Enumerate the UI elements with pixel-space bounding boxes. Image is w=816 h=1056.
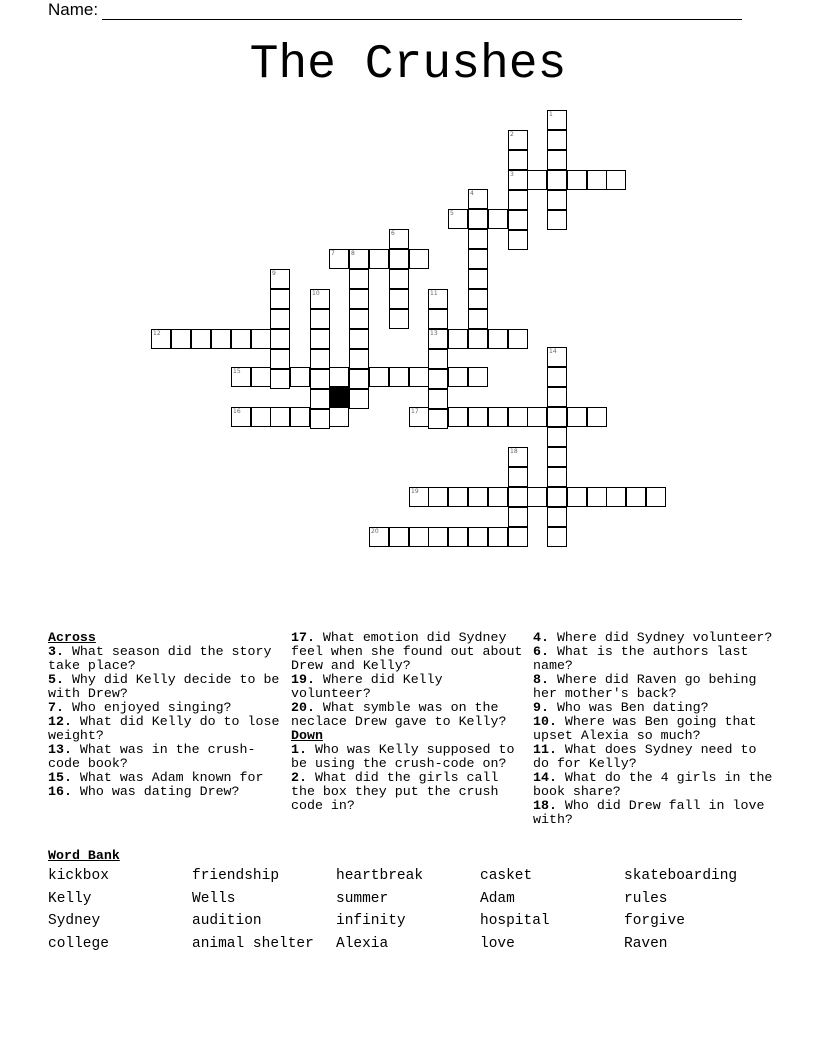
grid-cell[interactable]	[389, 289, 409, 309]
grid-cell[interactable]	[171, 329, 191, 349]
clue-number: 5	[450, 210, 454, 217]
grid-cell[interactable]	[488, 209, 508, 229]
across-clue	[48, 701, 286, 715]
clue-number: 3.	[48, 644, 64, 659]
grid-cell[interactable]	[409, 367, 429, 387]
clue-text: Who was dating Drew?	[71, 784, 240, 799]
grid-cell[interactable]	[310, 289, 330, 309]
word-bank-word: heartbreak	[336, 868, 424, 884]
grid-cell[interactable]	[508, 407, 528, 427]
grid-cell[interactable]	[448, 367, 468, 387]
grid-cell[interactable]	[270, 269, 290, 289]
down-clue	[291, 771, 529, 813]
clue-text: Where did Raven go behing her mother's back?	[533, 672, 757, 701]
grid-cell[interactable]	[587, 407, 607, 427]
clue-number: 7	[331, 250, 335, 257]
clue-text: Who was Kelly supposed to be using the crush-code on?	[291, 742, 515, 771]
grid-cell[interactable]	[290, 367, 310, 387]
grid-cell[interactable]	[567, 487, 587, 507]
grid-cell[interactable]	[270, 289, 290, 309]
clue-text: Where did Sydney volunteer?	[548, 630, 773, 645]
clue-number: 1.	[291, 742, 307, 757]
grid-cell[interactable]	[448, 527, 468, 547]
clue-text: What was Adam known for	[71, 770, 264, 785]
word-bank-word: animal shelter	[192, 936, 314, 953]
down-clue	[533, 701, 773, 715]
grid-cell[interactable]	[389, 527, 409, 547]
grid-cell[interactable]	[468, 329, 488, 349]
down-clue	[533, 673, 773, 701]
grid-cell[interactable]	[270, 349, 290, 369]
grid-cell[interactable]	[349, 309, 369, 329]
word-bank-word: skateboarding	[624, 868, 738, 884]
grid-cell[interactable]	[191, 329, 211, 349]
clue-number: 1	[549, 111, 553, 118]
name-label: Name:	[48, 0, 99, 19]
grid-cell[interactable]	[508, 130, 528, 150]
word-bank-word: summer	[336, 890, 389, 907]
grid-cell[interactable]	[329, 367, 349, 387]
grid-cell[interactable]	[310, 349, 330, 369]
grid-cell[interactable]	[587, 487, 607, 507]
grid-cell[interactable]	[428, 409, 448, 429]
grid-cell[interactable]	[389, 229, 409, 249]
clue-number: 2.	[291, 770, 307, 785]
grid-cell[interactable]	[349, 329, 369, 349]
down-clue	[533, 715, 773, 743]
grid-cell[interactable]	[587, 170, 607, 190]
word-bank-word: love	[480, 936, 515, 953]
grid-cell[interactable]	[508, 527, 528, 547]
across-clue	[291, 701, 529, 729]
grid-cell[interactable]	[468, 487, 488, 507]
grid-cell[interactable]	[527, 407, 547, 427]
grid-cell[interactable]	[547, 407, 567, 427]
word-bank-word: Alexia	[336, 936, 389, 953]
grid-cell[interactable]	[468, 367, 488, 387]
grid-cell[interactable]	[310, 369, 330, 389]
across-clue	[48, 785, 286, 799]
grid-cell[interactable]	[428, 389, 448, 409]
grid-cell[interactable]	[310, 389, 330, 409]
down-clue	[291, 743, 529, 771]
grid-cell[interactable]	[547, 527, 567, 547]
grid-cell[interactable]	[349, 269, 369, 289]
word-bank-word: college	[48, 936, 109, 953]
down-clue	[533, 645, 773, 673]
grid-cell[interactable]	[310, 409, 330, 429]
grid-cell[interactable]	[547, 190, 567, 210]
grid-cell[interactable]	[389, 269, 409, 289]
word-bank-word: Adam	[480, 890, 515, 907]
grid-cell[interactable]	[329, 249, 349, 269]
grid-cell[interactable]	[468, 189, 488, 209]
grid-cell[interactable]	[231, 407, 251, 427]
grid-cell[interactable]	[468, 209, 488, 229]
clue-text: Where did Kelly volunteer?	[291, 672, 443, 701]
grid-cell[interactable]	[547, 507, 567, 527]
grid-cell[interactable]	[409, 487, 429, 507]
grid-cell[interactable]	[527, 487, 547, 507]
clue-number: 17	[411, 408, 419, 415]
puzzle-title: The Crushes	[249, 38, 567, 92]
word-bank-word: Sydney	[48, 913, 101, 930]
clue-number: 10.	[533, 714, 557, 729]
across-clue	[48, 673, 286, 701]
grid-cell[interactable]	[389, 309, 409, 329]
grid-cell[interactable]	[508, 190, 528, 210]
clue-number: 10	[312, 290, 320, 297]
grid-cell[interactable]	[290, 407, 310, 427]
clue-number: 17.	[291, 630, 315, 645]
grid-cell[interactable]	[508, 150, 528, 170]
word-bank-word: Raven	[624, 936, 668, 953]
clue-number: 8	[351, 250, 355, 257]
grid-cell[interactable]	[428, 289, 448, 309]
grid-cell[interactable]	[508, 487, 528, 507]
clue-number: 4.	[533, 630, 549, 645]
clue-text: What season did the story take place?	[48, 644, 272, 673]
clue-number: 5.	[48, 672, 64, 687]
clue-number: 3	[510, 171, 514, 178]
clue-text: Who enjoyed singing?	[63, 700, 232, 715]
grid-cell[interactable]	[211, 329, 231, 349]
grid-cell[interactable]	[349, 349, 369, 369]
grid-cell[interactable]	[567, 407, 587, 427]
grid-cell[interactable]	[428, 487, 448, 507]
grid-cell[interactable]	[448, 329, 468, 349]
grid-cell[interactable]	[369, 367, 389, 387]
across-clue	[48, 715, 286, 743]
grid-cell[interactable]	[428, 369, 448, 389]
clue-number: 20.	[291, 700, 315, 715]
down-clue	[533, 631, 773, 645]
across-clue	[291, 631, 529, 673]
grid-cell[interactable]	[508, 507, 528, 527]
clue-number: 15.	[48, 770, 72, 785]
grid-cell[interactable]	[547, 387, 567, 407]
grid-cell[interactable]	[409, 249, 429, 269]
clue-number: 8.	[533, 672, 549, 687]
clue-number: 18.	[533, 798, 557, 813]
grid-cell[interactable]	[349, 289, 369, 309]
clue-column-1	[48, 631, 286, 799]
grid-cell[interactable]	[428, 309, 448, 329]
grid-cell[interactable]	[231, 329, 251, 349]
grid-cell[interactable]	[448, 209, 468, 229]
clue-number: 20	[371, 528, 379, 535]
grid-cell[interactable]	[547, 367, 567, 387]
clue-number: 2	[510, 131, 514, 138]
clue-text: What was in the crush-code book?	[48, 742, 256, 771]
clue-number: 14	[549, 348, 557, 355]
grid-cell[interactable]	[468, 289, 488, 309]
grid-cell[interactable]	[389, 249, 409, 269]
grid-cell[interactable]	[547, 210, 567, 230]
clue-text: What did Kelly do to lose weight?	[48, 714, 280, 743]
down-header: Down	[291, 728, 323, 743]
grid-cell[interactable]	[508, 467, 528, 487]
clue-number: 15	[233, 368, 241, 375]
clue-number: 11.	[533, 742, 557, 757]
clue-text: What is the authors last name?	[533, 644, 749, 673]
black-cell	[329, 387, 349, 407]
word-bank-word: casket	[480, 868, 533, 884]
word-bank-title: Word Bank	[48, 848, 120, 863]
grid-cell[interactable]	[547, 130, 567, 150]
grid-cell[interactable]	[231, 367, 251, 387]
word-bank-word: audition	[192, 913, 262, 930]
grid-cell[interactable]	[468, 407, 488, 427]
grid-cell[interactable]	[409, 407, 429, 427]
clue-text: What symble was on the neclace Drew gave to Kelly?	[291, 700, 507, 729]
grid-cell[interactable]	[349, 249, 369, 269]
grid-cell[interactable]	[488, 407, 508, 427]
grid-cell[interactable]	[508, 170, 528, 190]
grid-cell[interactable]	[428, 329, 448, 349]
clue-number: 4	[470, 190, 474, 197]
across-clue	[48, 771, 286, 785]
grid-cell[interactable]	[369, 527, 389, 547]
grid-cell[interactable]	[151, 329, 171, 349]
clue-number: 7.	[48, 700, 64, 715]
clue-number: 12	[153, 330, 161, 337]
grid-cell[interactable]	[547, 467, 567, 487]
grid-cell[interactable]	[329, 407, 349, 427]
grid-cell[interactable]	[251, 329, 271, 349]
grid-cell[interactable]	[310, 309, 330, 329]
grid-cell[interactable]	[369, 249, 389, 269]
word-bank-word: Wells	[192, 890, 236, 907]
grid-cell[interactable]	[270, 309, 290, 329]
grid-cell[interactable]	[468, 229, 488, 249]
clue-text: Who was Ben dating?	[548, 700, 709, 715]
clue-number: 18	[510, 448, 518, 455]
across-header: Across	[48, 630, 96, 645]
clue-text: What emotion did Sydney feel when she found out about Drew and Kelly?	[291, 630, 523, 673]
grid-cell[interactable]	[626, 487, 646, 507]
clue-text: Where was Ben going that upset Alexia so much?	[533, 714, 757, 743]
clue-number: 19.	[291, 672, 315, 687]
grid-cell[interactable]	[468, 527, 488, 547]
grid-cell[interactable]	[448, 487, 468, 507]
down-clue	[533, 743, 773, 771]
grid-cell[interactable]	[527, 170, 547, 190]
grid-cell[interactable]	[606, 487, 626, 507]
clue-column-2	[291, 631, 529, 813]
grid-cell[interactable]	[547, 487, 567, 507]
clue-number: 6.	[533, 644, 549, 659]
clue-text: What does Sydney need to do for Kelly?	[533, 742, 757, 771]
grid-cell[interactable]	[349, 369, 369, 389]
grid-cell[interactable]	[468, 249, 488, 269]
across-clue	[48, 645, 286, 673]
grid-cell[interactable]	[270, 407, 290, 427]
grid-cell[interactable]	[488, 487, 508, 507]
grid-cell[interactable]	[508, 230, 528, 250]
grid-cell[interactable]	[488, 527, 508, 547]
word-bank-word: forgive	[624, 913, 685, 930]
grid-cell[interactable]	[310, 329, 330, 349]
clue-number: 19	[411, 488, 419, 495]
clue-text: What do the 4 girls in the book share?	[533, 770, 773, 799]
word-bank-word: infinity	[336, 913, 406, 930]
grid-cell[interactable]	[646, 487, 666, 507]
grid-cell[interactable]	[270, 369, 290, 389]
clue-number: 13	[430, 330, 438, 337]
clue-number: 13.	[48, 742, 72, 757]
grid-cell[interactable]	[547, 110, 567, 130]
word-bank-word: Kelly	[48, 890, 92, 907]
clue-column-3	[533, 631, 773, 827]
grid-cell[interactable]	[547, 347, 567, 367]
across-clue	[291, 673, 529, 701]
clue-number: 9.	[533, 700, 549, 715]
grid-cell[interactable]	[251, 367, 271, 387]
grid-cell[interactable]	[508, 447, 528, 467]
grid-cell[interactable]	[409, 527, 429, 547]
word-bank-word: hospital	[480, 913, 550, 930]
word-bank-word: rules	[624, 890, 668, 907]
grid-cell[interactable]	[468, 269, 488, 289]
grid-cell[interactable]	[428, 349, 448, 369]
grid-cell[interactable]	[547, 427, 567, 447]
grid-cell[interactable]	[251, 407, 271, 427]
grid-cell[interactable]	[349, 389, 369, 409]
grid-cell[interactable]	[270, 329, 290, 349]
grid-cell[interactable]	[547, 150, 567, 170]
grid-cell[interactable]	[389, 367, 409, 387]
grid-cell[interactable]	[508, 329, 528, 349]
clue-text: What did the girls call the box they put the crush code in?	[291, 770, 499, 813]
across-clue	[48, 743, 286, 771]
clue-text: Why did Kelly decide to be with Drew?	[48, 672, 280, 701]
grid-cell[interactable]	[606, 170, 626, 190]
clue-number: 16	[233, 408, 241, 415]
grid-cell[interactable]	[488, 329, 508, 349]
clue-number: 12.	[48, 714, 72, 729]
word-bank-word: friendship	[192, 868, 280, 884]
grid-cell[interactable]	[547, 447, 567, 467]
clue-number: 9	[272, 270, 276, 277]
clue-text: Who did Drew fall in love with?	[533, 798, 765, 827]
word-bank-word: kickbox	[48, 868, 109, 884]
down-clue	[533, 771, 773, 799]
grid-cell[interactable]	[567, 170, 587, 190]
clue-number: 14.	[533, 770, 557, 785]
down-clue	[533, 799, 773, 827]
clue-number: 11	[430, 290, 438, 297]
grid-cell[interactable]	[428, 527, 448, 547]
clue-number: 16.	[48, 784, 72, 799]
grid-cell[interactable]	[547, 170, 567, 190]
grid-cell[interactable]	[448, 407, 468, 427]
grid-cell[interactable]	[468, 309, 488, 329]
clue-number: 6	[391, 230, 395, 237]
grid-cell[interactable]	[508, 210, 528, 230]
